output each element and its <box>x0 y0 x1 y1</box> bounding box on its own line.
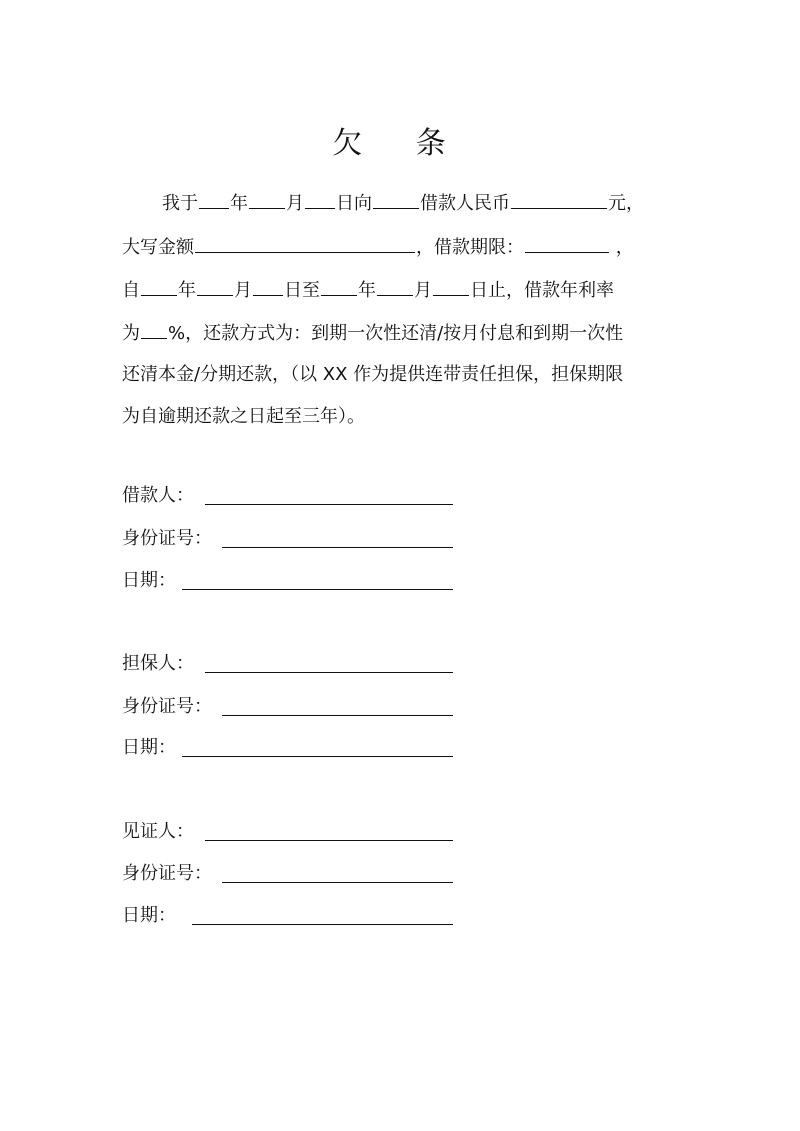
text-segment: 日至 <box>284 280 320 301</box>
witness-date-line[interactable] <box>192 924 453 925</box>
borrower-label: 借款人： <box>122 485 194 506</box>
blank-year[interactable] <box>199 190 229 209</box>
guarantor-id-line[interactable] <box>222 715 453 716</box>
paragraph-line-1 <box>162 190 644 216</box>
blank-end-day[interactable] <box>433 277 469 296</box>
guarantor-id-label: 身份证号： <box>122 696 212 717</box>
witness-signature-line[interactable] <box>205 840 453 841</box>
blank-interest-rate[interactable] <box>141 320 167 339</box>
blank-lender[interactable] <box>373 190 419 209</box>
text-segment: 大写金额 <box>122 237 194 258</box>
text-segment: 自 <box>122 280 140 301</box>
guarantor-label: 担保人： <box>122 653 194 674</box>
witness-id-line[interactable] <box>222 882 453 883</box>
borrower-id-line[interactable] <box>222 547 453 548</box>
text-segment: 日止，借款年利率 <box>470 280 614 301</box>
paragraph-line-3 <box>122 277 614 303</box>
blank-amount[interactable] <box>511 190 607 209</box>
text-segment: 年 <box>230 193 248 214</box>
blank-start-day[interactable] <box>253 277 283 296</box>
witness-date-label: 日期： <box>122 905 176 926</box>
text-segment: 日向 <box>336 193 372 214</box>
paragraph-line-2 <box>122 234 634 260</box>
text-segment: ，借款期限： <box>416 237 524 258</box>
blank-start-year[interactable] <box>141 277 177 296</box>
borrower-signature-line[interactable] <box>205 504 453 505</box>
guarantor-date-line[interactable] <box>182 756 453 757</box>
guarantor-date-label: 日期： <box>122 737 176 758</box>
paragraph-line-6: 为自逾期还款之日起至三年）。 <box>122 406 365 427</box>
blank-amount-words[interactable] <box>195 234 415 253</box>
text-segment: 元， <box>608 193 644 214</box>
borrower-date-line[interactable] <box>182 589 453 590</box>
text-segment: 为 <box>122 323 140 344</box>
blank-start-month[interactable] <box>197 277 233 296</box>
paragraph-line-4 <box>122 320 623 346</box>
paragraph-line-5: 还清本金/分期还款，（以 XX 作为提供连带责任担保，担保期限 <box>122 364 624 385</box>
text-segment: 借款人民币 <box>420 193 510 214</box>
guarantor-signature-line[interactable] <box>205 672 453 673</box>
blank-end-month[interactable] <box>377 277 413 296</box>
witness-label: 见证人： <box>122 821 194 842</box>
text-segment: %，还款方式为：到期一次性还清/按月付息和到期一次性 <box>168 323 624 344</box>
blank-day[interactable] <box>305 190 335 209</box>
witness-id-label: 身份证号： <box>122 863 212 884</box>
text-segment: 年 <box>358 280 376 301</box>
document-title: 欠 条 <box>332 126 468 161</box>
text-segment: 月 <box>234 280 252 301</box>
text-segment: ， <box>610 237 634 258</box>
text-segment: 年 <box>178 280 196 301</box>
text-segment: 月 <box>286 193 304 214</box>
blank-term[interactable] <box>525 234 609 253</box>
text-segment: 我于 <box>162 193 198 214</box>
blank-end-year[interactable] <box>321 277 357 296</box>
borrower-date-label: 日期： <box>122 570 176 591</box>
text-segment: 月 <box>414 280 432 301</box>
blank-month[interactable] <box>249 190 285 209</box>
borrower-id-label: 身份证号： <box>122 528 212 549</box>
